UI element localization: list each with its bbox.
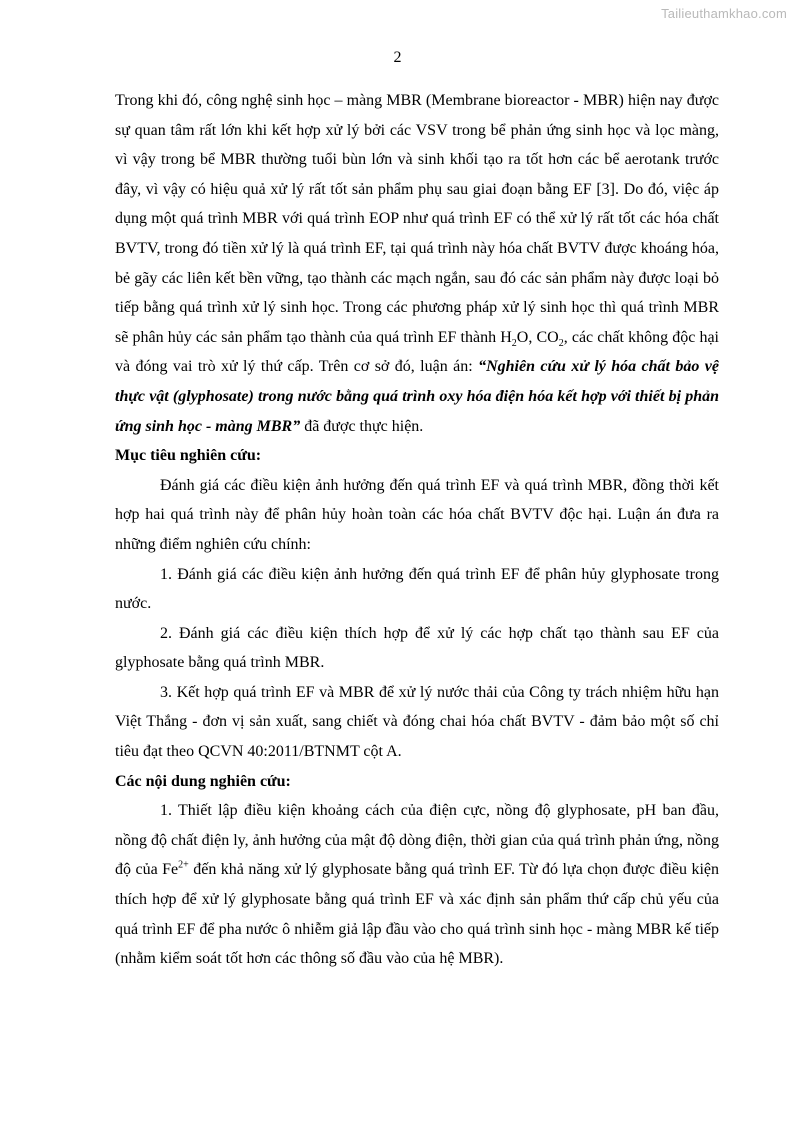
content-item-1: [115, 796, 719, 974]
objectives-heading: Mục tiêu nghiên cứu:: [115, 447, 262, 465]
objective-item-3: 3. Kết hợp quá trình EF và MBR để xử lý nước thải của Công ty trách nhiệm hữu hạn Việt Thắng - đơn vị sản xuất, sang chiết và đóng chai hóa chất BVTV - đảm bảo một số chỉ tiêu đạt theo QCVN 40:2011/BTNMT cột A.: [115, 683, 719, 761]
intro-text-4: đã được thực hiện.: [300, 417, 424, 435]
objective-item-2: 2. Đánh giá các điều kiện thích hợp để xử lý các hợp chất tạo thành sau EF của glyphosate bằng quá trình MBR.: [115, 624, 719, 672]
co2-subscript: 2: [558, 337, 564, 349]
intro-paragraph: [115, 86, 719, 441]
intro-text-3: , các chất không độc hại và đóng vai trò xử lý thứ cấp. Trên cơ sở đó, luận án:: [115, 328, 720, 376]
page-number: 2: [393, 49, 402, 66]
content-item-1-text-a: 1. Thiết lập điều kiện khoảng cách của điện cực, nồng độ glyphosate, pH ban đầu, nồng độ chất điện ly, ảnh hưởng của mật độ dòng điện, thời gian của quá trình phản ứng, nồng độ của Fe: [115, 802, 719, 879]
content-item-1-text-b: đến khả năng xử lý glyphosate bằng quá trình EF. Từ đó lựa chọn được điều kiện thích hợp để xử lý glyphosate bằng quá trình EF và xác định sản phẩm thứ cấp chủ yếu của quá trình EF để pha nước ô nhiễm giả lập đầu vào cho quá trình sinh học - màng MBR kế tiếp (nhằm kiểm soát tốt hơn các thông số đầu vào của hệ MBR).: [115, 861, 720, 968]
watermark: Tailieuthamkhao.com: [661, 6, 787, 21]
intro-text-1: Trong khi đó, công nghệ sinh học – màng MBR (Membrane bioreactor - MBR) hiện nay được sự quan tâm rất lớn khi kết hợp xử lý bởi các VSV trong bể phản ứng sinh học và lọc màng, vì vậy trong bể MBR thường tuổi bùn lớn và sinh khối tạo ra tốt hơn các bể aerotank trước đây, vì vậy có hiệu quả xử lý rất tốt sản phẩm phụ sau giai đoạn bằng EF [3]. Do đó, việc áp dụng một quá trình MBR với quá trình EOP như quá trình EF có thể xử lý rất tốt các hóa chất BVTV, trong đó tiền xử lý là quá trình EF, tại quá trình này hóa chất BVTV được khoáng hóa, bẻ gãy các liên kết bền vững, tạo thành các mạch ngắn, sau đó các sản phẩm này được loại bỏ tiếp bằng quá trình xử lý sinh học. Trong các phương pháp xử lý sinh học thì quá trình MBR sẽ phân hủy các sản phẩm tạo thành của quá trình EF thành H: [115, 92, 719, 346]
thesis-title: “Nghiên cứu xử lý hóa chất bảo vệ thực vật (glyphosate) trong nước bằng quá trình oxy hóa điện hóa kết hợp với thiết bị phản ứng sinh học - màng MBR”: [115, 358, 719, 435]
objective-item-1: 1. Đánh giá các điều kiện ảnh hưởng đến quá trình EF để phân hủy glyphosate trong nước.: [115, 565, 719, 613]
document-body: [115, 86, 719, 974]
fe-superscript: 2+: [178, 860, 189, 872]
objectives-paragraph: Đánh giá các điều kiện ảnh hưởng đến quá trình EF và quá trình MBR, đồng thời kết hợp hai quá trình này để phân hủy hoàn toàn các hóa chất BVTV độc hại. Luận án đưa ra những điểm nghiên cứu chính:: [115, 476, 719, 553]
intro-text-2: O, CO: [516, 328, 559, 346]
h2o-subscript: 2: [511, 337, 517, 349]
contents-heading: Các nội dung nghiên cứu:: [115, 772, 291, 790]
